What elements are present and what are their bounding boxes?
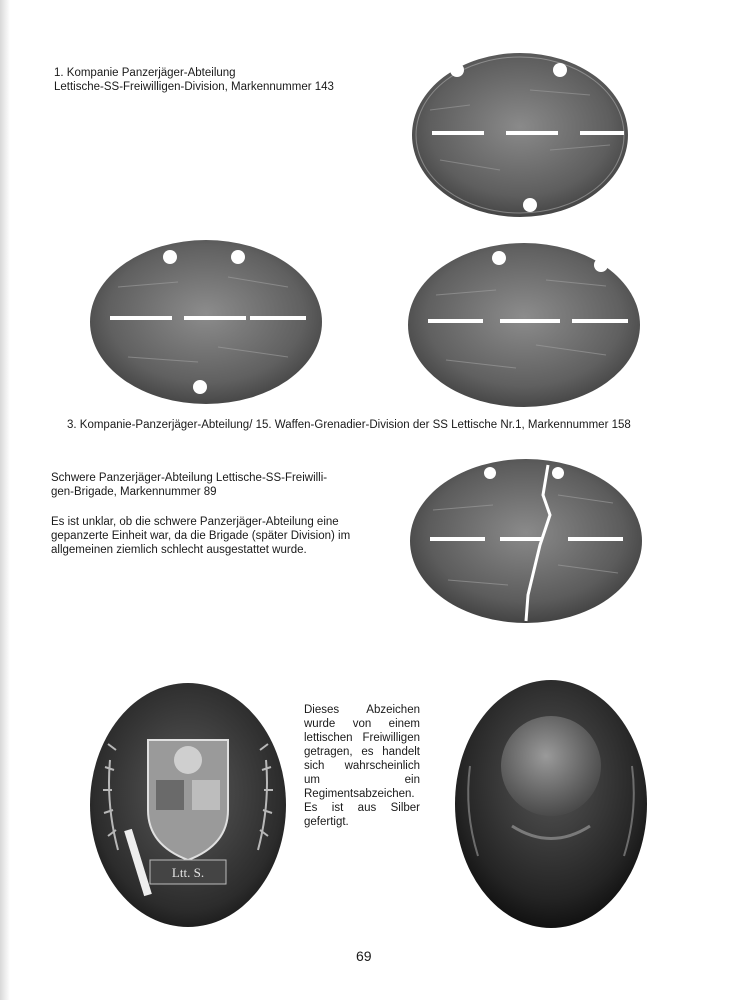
- photo-dog-tag-158-left: [88, 237, 324, 407]
- photo-badge-back: [452, 676, 650, 931]
- caption-tag-143-line2: Lettische-SS-Freiwilligen-Division, Markennummer 143: [54, 81, 334, 93]
- paragraph-unclear: Es ist unklar, ob die schwere Panzerjäger-Abteilung eine gepanzerte Einheit war, da die Brigade (später Division) im allgemeinen ziemlich schlecht ausgestattet wurde.: [51, 516, 351, 556]
- photo-dog-tag-89: [408, 455, 644, 627]
- photo-dog-tag-143: [410, 50, 630, 220]
- photo-badge-front: [88, 680, 288, 930]
- caption-tag-89-line2: gen-Brigade, Markennummer 89: [51, 486, 217, 498]
- paragraph-badge: Dieses Abzeichen wurde von einem lettischen Freiwilligen getragen, es handelt sich wahrscheinlich um ein Regimentsabzeichen. Es ist aus Silber gefertigt.: [304, 704, 420, 828]
- photo-dog-tag-158-right: [406, 240, 642, 410]
- caption-tag-89-line1: Schwere Panzerjäger-Abteilung Lettische-SS-Freiwilli-: [51, 472, 328, 484]
- caption-tag-143-line1: 1. Kompanie Panzerjäger-Abteilung: [54, 67, 236, 79]
- page-number: 69: [356, 948, 372, 964]
- badge-front-inscription: Ltt. S.: [171, 865, 205, 880]
- caption-tag-158: 3. Kompanie-Panzerjäger-Abteilung/ 15. Waffen-Grenadier-Division der SS Lettische Nr.1, Markennummer 158: [67, 419, 631, 431]
